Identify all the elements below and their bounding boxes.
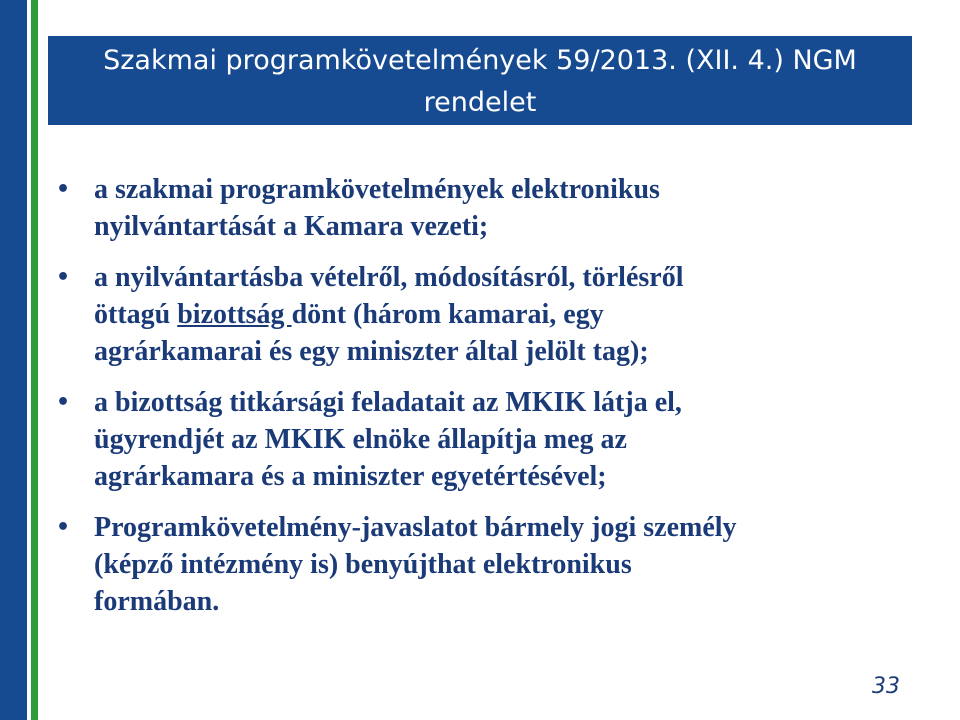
page-number: 33 (872, 674, 900, 699)
bullet-text: a nyilvántartásba vételről, módosításról, törlésről (94, 262, 684, 293)
bullet-icon: • (56, 265, 71, 290)
bullet-item-4 (56, 509, 906, 620)
slide-title (48, 36, 912, 125)
bullet-item-2 (56, 259, 906, 370)
bullet-item-1 (56, 171, 906, 245)
underlined-term: bizottság (177, 299, 292, 330)
left-accent-bar-green (31, 0, 38, 720)
left-accent-bar-blue (0, 0, 27, 720)
bullet-icon: • (56, 177, 71, 202)
bullet-text: ügyrendjét az MKIK elnöke állapítja meg az (94, 424, 627, 455)
slide-title-line-2: rendelet (423, 87, 537, 118)
bullet-text: (képző intézmény is) benyújthat elektronikus (94, 549, 632, 580)
bullet-text: Programkövetelmény-javaslatot bármely jogi személy (94, 512, 737, 543)
bullet-text: agrárkamarai és egy miniszter által jelölt tag); (94, 336, 649, 367)
bullet-item-3 (56, 384, 906, 495)
slide-title-line-1: Szakmai programkövetelmények 59/2013. (XII. 4.) NGM (103, 45, 857, 76)
bullet-text: nyilvántartását a Kamara vezeti; (94, 211, 489, 242)
bullet-text: agrárkamara és a miniszter egyetértésével; (94, 461, 607, 492)
bullet-text: a szakmai programkövetelmények elektronikus (94, 174, 660, 205)
bullet-text: formában. (94, 586, 220, 617)
bullet-text: öttagú (94, 299, 178, 330)
bullet-list (56, 171, 906, 634)
bullet-text: dönt (három kamarai, egy (291, 299, 604, 330)
bullet-icon: • (56, 515, 71, 540)
bullet-text: a bizottság titkársági feladatait az MKIK látja el, (94, 387, 682, 418)
bullet-icon: • (56, 390, 71, 415)
